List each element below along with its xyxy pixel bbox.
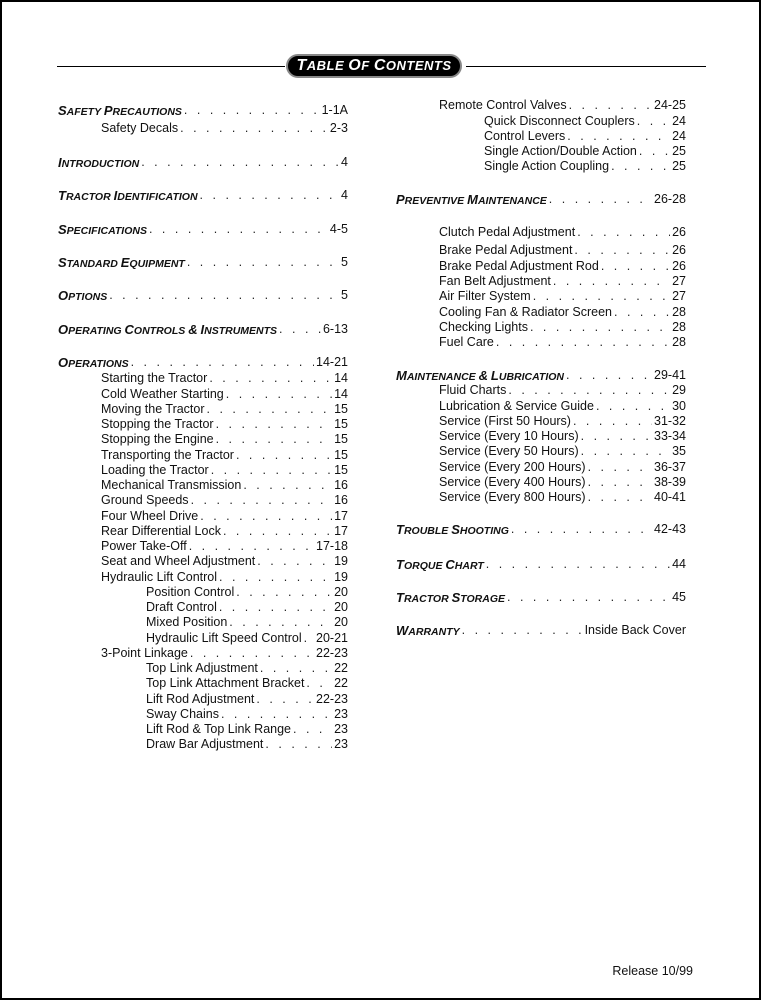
toc-entry — [101, 509, 348, 524]
leader-dots — [260, 661, 332, 676]
toc-page-number: 36-37 — [654, 460, 686, 474]
toc-entry-label: INTRODUCTION — [58, 155, 140, 170]
toc-page-number: 23 — [334, 737, 348, 751]
toc-page-number: 25 — [672, 144, 686, 158]
leader-dots — [200, 188, 340, 203]
leader-dots — [189, 539, 314, 554]
toc-page-number: 24 — [672, 129, 686, 143]
toc-section-heading — [396, 192, 686, 207]
toc-entry-label: WARRANTY — [396, 623, 460, 638]
toc-entry-label: Service (Every 50 Hours) — [439, 444, 579, 458]
leader-dots — [581, 444, 670, 459]
toc-entry-label: OPTIONS — [58, 288, 108, 303]
toc-entry — [101, 121, 348, 136]
toc-page-number: 29-41 — [654, 368, 686, 382]
toc-page-number: 19 — [334, 570, 348, 584]
toc-entry-label: Power Take-Off — [101, 539, 187, 553]
toc-page-number: 29 — [672, 383, 686, 397]
toc-page-number: 26 — [672, 243, 686, 257]
toc-page-number: 26-28 — [654, 192, 686, 206]
toc-entry — [439, 490, 686, 505]
toc-page-number: 40-41 — [654, 490, 686, 504]
toc-page-number: 16 — [334, 493, 348, 507]
toc-entry — [101, 493, 348, 508]
toc-entry — [439, 289, 686, 304]
leader-dots — [304, 631, 314, 646]
toc-page-number: 1-1A — [321, 103, 348, 117]
toc-page-number: 28 — [672, 335, 686, 349]
toc-entry-label: TROUBLE SHOOTING — [396, 522, 509, 537]
toc-entry — [101, 402, 348, 417]
toc-entry-label: Cold Weather Starting — [101, 387, 224, 401]
leader-dots — [243, 478, 332, 493]
leader-dots — [486, 557, 670, 572]
toc-entry-label: Ground Speeds — [101, 493, 189, 507]
toc-entry-label: Single Action Coupling — [484, 159, 610, 173]
toc-section-heading — [58, 355, 348, 370]
toc-entry-label: Four Wheel Drive — [101, 509, 199, 523]
leader-dots — [141, 155, 339, 170]
toc-entry-label: Stopping the Engine — [101, 432, 214, 446]
leader-dots — [207, 402, 333, 417]
leader-dots — [219, 570, 332, 585]
leader-dots — [573, 414, 652, 429]
release-footer: Release 10/99 — [612, 964, 693, 978]
toc-page-number: 23 — [334, 722, 348, 736]
toc-entry — [439, 429, 686, 444]
toc-entry — [484, 114, 686, 129]
toc-entry — [439, 320, 686, 335]
toc-entry-label: Top Link Attachment Bracket — [146, 676, 305, 690]
toc-page-number: 15 — [334, 402, 348, 416]
leader-dots — [229, 615, 332, 630]
leader-dots — [574, 243, 670, 258]
toc-entry-label: STANDARD EQUIPMENT — [58, 255, 185, 270]
toc-entry — [146, 585, 348, 600]
toc-page-number: 19 — [334, 554, 348, 568]
toc-entry-label: Mixed Position — [146, 615, 228, 629]
toc-page-number: 24 — [672, 114, 686, 128]
leader-dots — [511, 522, 652, 537]
leader-dots — [180, 121, 328, 136]
toc-entry-label: Draw Bar Adjustment — [146, 737, 264, 751]
leader-dots — [187, 255, 339, 270]
leader-dots — [221, 707, 332, 722]
toc-page-number: 22 — [334, 676, 348, 690]
leader-dots — [209, 371, 332, 386]
toc-entry-label: Lift Rod Adjustment — [146, 692, 255, 706]
leader-dots — [149, 222, 328, 237]
toc-entry-label: Loading the Tractor — [101, 463, 209, 477]
toc-entry — [439, 460, 686, 475]
toc-page-number: 20 — [334, 615, 348, 629]
leader-dots — [236, 585, 332, 600]
leader-dots — [601, 259, 670, 274]
leader-dots — [569, 98, 652, 113]
leader-dots — [200, 509, 332, 524]
toc-page-number: 28 — [672, 320, 686, 334]
toc-entry — [439, 259, 686, 274]
toc-entry — [101, 524, 348, 539]
toc-entry-label: Service (Every 200 Hours) — [439, 460, 586, 474]
toc-entry — [439, 475, 686, 490]
toc-entry — [484, 144, 686, 159]
toc-page-number: 5 — [341, 288, 348, 302]
leader-dots — [637, 114, 670, 129]
toc-entry-label: Cooling Fan & Radiator Screen — [439, 305, 613, 319]
toc-entry-label: Fuel Care — [439, 335, 494, 349]
toc-entry — [146, 737, 348, 752]
toc-entry-label: Checking Lights — [439, 320, 528, 334]
toc-page-number: 4 — [341, 188, 348, 202]
leader-dots — [588, 475, 652, 490]
toc-entry-label: Quick Disconnect Couplers — [484, 114, 635, 128]
toc-page-number: 6-13 — [322, 322, 348, 336]
leader-dots — [190, 646, 314, 661]
leader-dots — [226, 387, 332, 402]
toc-page-number: Inside Back Cover — [584, 623, 686, 637]
leader-dots — [588, 460, 652, 475]
leader-dots — [549, 192, 652, 207]
toc-entry-label: Hydraulic Lift Control — [101, 570, 218, 584]
toc-section-heading — [396, 557, 686, 572]
toc-page-number: 17-18 — [316, 539, 348, 553]
toc-page-number: 14 — [334, 371, 348, 385]
toc-entry-label: Hydraulic Lift Speed Control — [146, 631, 302, 645]
toc-entry — [101, 554, 348, 569]
leader-dots — [184, 103, 320, 118]
toc-entry-label: Rear Differential Lock — [101, 524, 221, 538]
toc-entry-label: Clutch Pedal Adjustment — [439, 225, 576, 239]
toc-page-number: 44 — [672, 557, 686, 571]
toc-page-number: 17 — [334, 524, 348, 538]
leader-dots — [530, 320, 670, 335]
toc-page-number: 24-25 — [654, 98, 686, 112]
toc-page-number: 14 — [334, 387, 348, 401]
toc-entry — [101, 417, 348, 432]
leader-dots — [191, 493, 333, 508]
toc-entry — [101, 646, 348, 661]
toc-page-number: 26 — [672, 259, 686, 273]
toc-entry — [101, 570, 348, 585]
toc-page-number: 20 — [334, 600, 348, 614]
toc-entry — [146, 676, 348, 691]
toc-entry-label: Single Action/Double Action — [484, 144, 637, 158]
toc-page-number: 35 — [672, 444, 686, 458]
toc-entry-label: OPERATING CONTROLS & INSTRUMENTS — [58, 322, 278, 337]
toc-entry-label: Safety Decals — [101, 121, 179, 135]
toc-entry-label: Lift Rod & Top Link Range — [146, 722, 292, 736]
toc-section-heading — [58, 322, 348, 337]
leader-dots — [216, 432, 333, 447]
toc-section-heading — [396, 623, 686, 638]
leader-dots — [236, 448, 332, 463]
toc-entry-label: PREVENTIVE MAINTENANCE — [396, 192, 547, 207]
toc-entry-label: Air Filter System — [439, 289, 531, 303]
toc-entry — [146, 722, 348, 737]
toc-entry — [146, 631, 348, 646]
toc-entry — [101, 478, 348, 493]
leader-dots — [577, 225, 670, 240]
toc-entry — [484, 159, 686, 174]
leader-dots — [256, 692, 314, 707]
leader-dots — [293, 722, 332, 737]
leader-dots — [596, 399, 670, 414]
toc-entry-label: Position Control — [146, 585, 235, 599]
title-rule-left — [57, 66, 285, 67]
toc-page-number: 15 — [334, 432, 348, 446]
toc-entry — [439, 274, 686, 289]
leader-dots — [567, 129, 670, 144]
toc-page-number: 28 — [672, 305, 686, 319]
toc-entry-label: SPECIFICATIONS — [58, 222, 147, 237]
toc-entry — [101, 387, 348, 402]
toc-entry-label: Transporting the Tractor — [101, 448, 234, 462]
leader-dots — [496, 335, 670, 350]
leader-dots — [553, 274, 670, 289]
toc-entry-label: Service (First 50 Hours) — [439, 414, 571, 428]
toc-page-number: 38-39 — [654, 475, 686, 489]
toc-entry-label: SAFETY PRECAUTIONS — [58, 103, 182, 118]
toc-entry-label: Service (Every 800 Hours) — [439, 490, 586, 504]
toc-entry-label: Service (Every 10 Hours) — [439, 429, 579, 443]
toc-section-heading — [396, 368, 686, 383]
toc-page-number: 17 — [334, 509, 348, 523]
toc-page-number: 23 — [334, 707, 348, 721]
toc-entry-label: Brake Pedal Adjustment — [439, 243, 573, 257]
toc-page-number: 30 — [672, 399, 686, 413]
toc-entry — [439, 225, 686, 240]
toc-entry-label: 3-Point Linkage — [101, 646, 188, 660]
toc-page-number: 22-23 — [316, 646, 348, 660]
toc-page-number: 4 — [341, 155, 348, 169]
leader-dots — [566, 368, 652, 383]
leader-dots — [265, 737, 332, 752]
toc-entry — [101, 432, 348, 447]
toc-entry-label: Mechanical Transmission — [101, 478, 242, 492]
toc-entry — [439, 444, 686, 459]
leader-dots — [507, 590, 670, 605]
toc-entry-label: TRACTOR IDENTIFICATION — [58, 188, 198, 203]
leader-dots — [211, 463, 332, 478]
toc-section-heading — [58, 255, 348, 270]
page-title: TABLE OF CONTENTS — [286, 54, 462, 78]
toc-entry-label: Fluid Charts — [439, 383, 507, 397]
toc-entry-label: Stopping the Tractor — [101, 417, 214, 431]
toc-entry — [101, 448, 348, 463]
toc-entry — [146, 615, 348, 630]
toc-page-number: 5 — [341, 255, 348, 269]
toc-entry-label: TORQUE CHART — [396, 557, 484, 572]
toc-page-number: 27 — [672, 289, 686, 303]
toc-entry-label: Seat and Wheel Adjustment — [101, 554, 256, 568]
toc-entry — [439, 335, 686, 350]
leader-dots — [109, 288, 339, 303]
toc-entry-label: OPERATIONS — [58, 355, 129, 370]
toc-entry-label: Fan Belt Adjustment — [439, 274, 551, 288]
leader-dots — [279, 322, 321, 337]
toc-page-number: 27 — [672, 274, 686, 288]
toc-entry — [101, 463, 348, 478]
toc-page-number: 22 — [334, 661, 348, 675]
toc-entry — [146, 707, 348, 722]
toc-page-number: 2-3 — [329, 121, 348, 135]
toc-entry-label: Moving the Tractor — [101, 402, 205, 416]
leader-dots — [306, 676, 332, 691]
toc-page-number: 15 — [334, 463, 348, 477]
leader-dots — [639, 144, 670, 159]
toc-page-number: 14-21 — [316, 355, 348, 369]
toc-page-number: 20 — [334, 585, 348, 599]
toc-page-number: 26 — [672, 225, 686, 239]
toc-page-number: 31-32 — [654, 414, 686, 428]
leader-dots — [581, 429, 652, 444]
toc-entry-label: Service (Every 400 Hours) — [439, 475, 586, 489]
toc-entry — [439, 305, 686, 320]
toc-page-number: 25 — [672, 159, 686, 173]
toc-entry — [146, 692, 348, 707]
leader-dots — [219, 600, 332, 615]
toc-section-heading — [58, 222, 348, 237]
title-rule-right — [466, 66, 706, 67]
toc-page-number: 16 — [334, 478, 348, 492]
toc-page-number: 33-34 — [654, 429, 686, 443]
toc-section-heading — [58, 288, 348, 303]
toc-section-heading — [58, 103, 348, 118]
toc-section-heading — [58, 155, 348, 170]
toc-entry — [439, 399, 686, 414]
toc-entry — [146, 661, 348, 676]
leader-dots — [462, 623, 583, 638]
toc-page-number: 22-23 — [316, 692, 348, 706]
toc-entry-label: Draft Control — [146, 600, 217, 614]
toc-entry — [101, 371, 348, 386]
toc-entry-label: TRACTOR STORAGE — [396, 590, 506, 605]
toc-page-number: 15 — [334, 417, 348, 431]
toc-page-number: 15 — [334, 448, 348, 462]
leader-dots — [223, 524, 332, 539]
toc-entry — [146, 600, 348, 615]
toc-entry-label: Sway Chains — [146, 707, 219, 721]
toc-entry — [439, 98, 686, 113]
leader-dots — [533, 289, 670, 304]
toc-entry-label: Remote Control Valves — [439, 98, 567, 112]
leader-dots — [614, 305, 670, 320]
toc-entry-label: Control Levers — [484, 129, 566, 143]
toc-entry — [484, 129, 686, 144]
toc-entry — [439, 243, 686, 258]
toc-entry-label: Top Link Adjustment — [146, 661, 258, 675]
toc-entry-label: Lubrication & Service Guide — [439, 399, 594, 413]
toc-page-number: 20-21 — [316, 631, 348, 645]
leader-dots — [588, 490, 652, 505]
toc-section-heading — [396, 522, 686, 537]
leader-dots — [216, 417, 333, 432]
toc-entry — [439, 383, 686, 398]
toc-entry — [101, 539, 348, 554]
toc-entry-label: Brake Pedal Adjustment Rod — [439, 259, 599, 273]
toc-page-number: 42-43 — [654, 522, 686, 536]
toc-entry-label: MAINTENANCE & LUBRICATION — [396, 368, 565, 383]
leader-dots — [508, 383, 670, 398]
toc-entry-label: Starting the Tractor — [101, 371, 208, 385]
toc-entry — [439, 414, 686, 429]
leader-dots — [131, 355, 314, 370]
leader-dots — [611, 159, 670, 174]
toc-page-number: 45 — [672, 590, 686, 604]
toc-section-heading — [58, 188, 348, 203]
leader-dots — [257, 554, 332, 569]
toc-page-number: 4-5 — [329, 222, 348, 236]
toc-section-heading — [396, 590, 686, 605]
